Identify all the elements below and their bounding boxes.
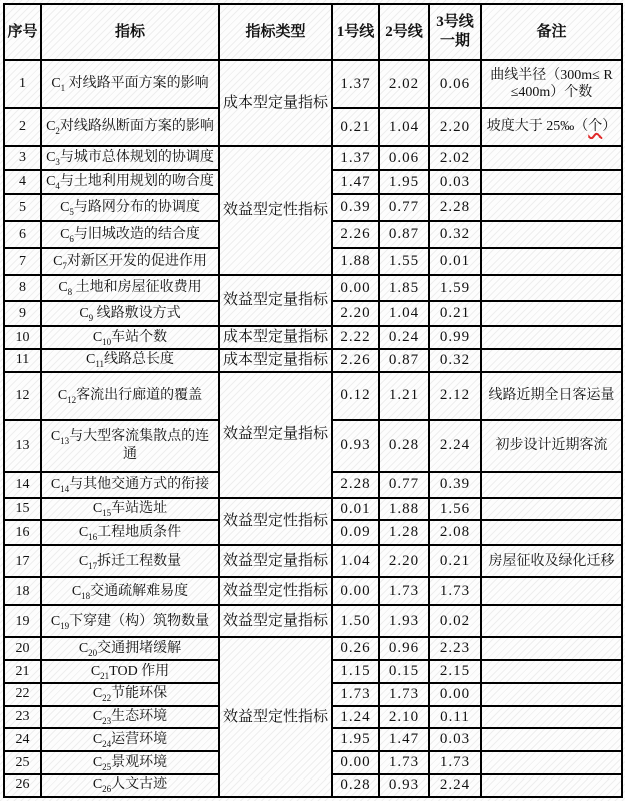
value-cell-line-3: 2.23	[429, 637, 481, 660]
value-cell-line-1: 2.26	[332, 349, 379, 372]
value-cell-line-1: 1.37	[332, 60, 379, 108]
value-cell-line-2: 2.10	[379, 706, 429, 729]
value-cell-line-2: 0.15	[379, 660, 429, 683]
indicator-table	[3, 3, 623, 798]
indicator-subscript: 5	[69, 206, 74, 217]
remark-cell	[481, 520, 622, 545]
value-cell-line-1: 0.00	[332, 275, 379, 301]
value-cell-line-3: 0.03	[429, 170, 481, 194]
value-cell-line-2: 1.95	[379, 170, 429, 194]
column-header-line2: 2号线	[379, 4, 429, 60]
value-cell-line-1: 0.21	[332, 108, 379, 146]
value-cell-line-3: 2.20	[429, 108, 481, 146]
value-cell-line-1: 2.26	[332, 221, 379, 248]
indicator-cell: $C_{20}$交通拥堵缓解	[41, 637, 219, 660]
value-cell-line-2: 1.21	[379, 372, 429, 420]
remark-cell: 初步设计近期客流	[481, 420, 622, 472]
row-number-cell: 4	[4, 170, 41, 194]
value-cell-line-2: 0.28	[379, 420, 429, 472]
indicator-subscript: 4	[55, 181, 60, 192]
indicator-subscript: 26	[102, 784, 112, 795]
remark-cell	[481, 728, 622, 751]
value-cell-line-2: 0.96	[379, 637, 429, 660]
indicator-cell: $C_{25}$景观环境	[41, 751, 219, 774]
indicator-type-cell: 成本型定量指标	[219, 60, 332, 146]
indicator-subscript: 23	[102, 715, 112, 726]
value-cell-line-2: 0.87	[379, 221, 429, 248]
column-header-line1: 1号线	[332, 4, 379, 60]
indicator-cell: $C_{22}$节能环保	[41, 683, 219, 706]
remark-cell: 坡度大于 25‰（个）	[481, 108, 622, 146]
value-cell-line-1: 1.88	[332, 248, 379, 275]
column-header-line3-phase1: 3号线一期	[429, 4, 481, 60]
indicator-subscript: 2	[55, 126, 60, 137]
remark-cell	[481, 146, 622, 170]
value-cell-line-1: 1.24	[332, 706, 379, 729]
value-cell-line-2: 1.28	[379, 520, 429, 545]
value-cell-line-1: 1.73	[332, 683, 379, 706]
row-number-cell: 20	[4, 637, 41, 660]
table-row	[4, 326, 622, 349]
indicator-subscript: 18	[81, 590, 91, 601]
value-cell-line-1: 2.22	[332, 326, 379, 349]
value-cell-line-2: 1.73	[379, 751, 429, 774]
indicator-type-cell: 成本型定量指标	[219, 349, 332, 372]
value-cell-line-3: 2.24	[429, 420, 481, 472]
remark-cell	[481, 472, 622, 498]
value-cell-line-3: 2.02	[429, 146, 481, 170]
value-cell-line-3: 0.99	[429, 326, 481, 349]
value-cell-line-3: 0.00	[429, 683, 481, 706]
value-cell-line-3: 0.01	[429, 248, 481, 275]
indicator-subscript: 24	[102, 738, 112, 749]
indicator-cell: $C_{21}TOD$ 作用	[41, 660, 219, 683]
value-cell-line-2: 1.88	[379, 498, 429, 521]
indicator-cell: $C_6$与旧城改造的结合度	[41, 221, 219, 248]
row-number-cell: 12	[4, 372, 41, 420]
value-cell-line-1: 1.15	[332, 660, 379, 683]
indicator-cell: $C_2$对线路纵断面方案的影响	[41, 108, 219, 146]
indicator-type-cell: 成本型定量指标	[219, 326, 332, 349]
remark-cell	[481, 605, 622, 637]
value-cell-line-1: 2.28	[332, 472, 379, 498]
value-cell-line-3: 0.06	[429, 60, 481, 108]
indicator-table-body	[4, 60, 622, 797]
indicator-subscript: 14	[60, 483, 70, 494]
row-number-cell: 1	[4, 60, 41, 108]
value-cell-line-2: 1.73	[379, 683, 429, 706]
indicator-cell: $C_{11}$线路总长度	[41, 349, 219, 372]
value-cell-line-3: 2.28	[429, 194, 481, 221]
value-cell-line-3: 2.12	[429, 372, 481, 420]
table-row	[4, 275, 622, 301]
remark-cell	[481, 221, 622, 248]
indicator-cell: $C_{15}$车站选址	[41, 498, 219, 521]
indicator-subscript: 10	[102, 336, 112, 347]
indicator-subscript: 20	[88, 647, 98, 658]
indicator-cell: $C_{18}$交通疏解难易度	[41, 577, 219, 605]
indicator-cell: $C_{17}$拆迁工程数量	[41, 545, 219, 577]
value-cell-line-3: 0.21	[429, 301, 481, 326]
remark-cell	[481, 194, 622, 221]
indicator-cell: $C_3$与城市总体规划的协调度	[41, 146, 219, 170]
remark-cell	[481, 751, 622, 774]
value-cell-line-3: 0.03	[429, 728, 481, 751]
indicator-cell: $C_4$与土地利用规划的吻合度	[41, 170, 219, 194]
column-header-serial-number: 序号	[4, 4, 41, 60]
column-header-remarks: 备注	[481, 4, 622, 60]
remark-cell	[481, 326, 622, 349]
spellcheck-squiggle: 个	[588, 119, 603, 135]
remark-cell: 曲线半径（300m≤ R ≤400m）个数	[481, 60, 622, 108]
value-cell-line-1: 0.39	[332, 194, 379, 221]
value-cell-line-2: 1.04	[379, 108, 429, 146]
value-cell-line-3: 0.21	[429, 545, 481, 577]
value-cell-line-2: 0.87	[379, 349, 429, 372]
table-row	[4, 605, 622, 637]
indicator-type-cell: 效益型定量指标	[219, 545, 332, 577]
row-number-cell: 3	[4, 146, 41, 170]
table-row	[4, 372, 622, 420]
indicator-cell: $C_5$与路网分布的协调度	[41, 194, 219, 221]
value-cell-line-3: 0.02	[429, 605, 481, 637]
value-cell-line-3: 1.59	[429, 275, 481, 301]
value-cell-line-1: 0.93	[332, 420, 379, 472]
indicator-subscript: 25	[102, 761, 112, 772]
row-number-cell: 14	[4, 472, 41, 498]
table-row	[4, 60, 622, 108]
value-cell-line-1: 0.00	[332, 751, 379, 774]
indicator-subscript: 16	[88, 531, 98, 542]
indicator-subscript: 3	[55, 157, 60, 168]
row-number-cell: 24	[4, 728, 41, 751]
row-number-cell: 10	[4, 326, 41, 349]
remark-cell	[481, 683, 622, 706]
remark-cell	[481, 637, 622, 660]
table-row	[4, 577, 622, 605]
value-cell-line-2: 1.47	[379, 728, 429, 751]
value-cell-line-1: 0.12	[332, 372, 379, 420]
indicator-cell: $C_{12}$客流出行廊道的覆盖	[41, 372, 219, 420]
value-cell-line-1: 1.37	[332, 146, 379, 170]
row-number-cell: 18	[4, 577, 41, 605]
remark-cell	[481, 660, 622, 683]
row-number-cell: 11	[4, 349, 41, 372]
row-number-cell: 17	[4, 545, 41, 577]
remark-cell	[481, 275, 622, 301]
value-cell-line-2: 1.73	[379, 577, 429, 605]
indicator-subscript: 19	[60, 620, 70, 631]
table-row	[4, 498, 622, 521]
value-cell-line-3: 0.11	[429, 706, 481, 729]
remark-cell	[481, 349, 622, 372]
indicator-cell: $C_7$对新区开发的促进作用	[41, 248, 219, 275]
value-cell-line-1: 0.00	[332, 577, 379, 605]
indicator-subscript: 9	[88, 312, 94, 323]
value-cell-line-1: 1.04	[332, 545, 379, 577]
value-cell-line-3: 0.32	[429, 349, 481, 372]
value-cell-line-3: 1.73	[429, 577, 481, 605]
row-number-cell: 25	[4, 751, 41, 774]
indicator-type-cell: 效益型定性指标	[219, 498, 332, 546]
value-cell-line-2: 1.85	[379, 275, 429, 301]
indicator-type-cell: 效益型定量指标	[219, 372, 332, 498]
row-number-cell: 7	[4, 248, 41, 275]
table-row	[4, 545, 622, 577]
indicator-subscript: 7	[62, 260, 67, 271]
value-cell-line-1: 2.20	[332, 301, 379, 326]
value-cell-line-1: 1.95	[332, 728, 379, 751]
remark-cell	[481, 248, 622, 275]
value-cell-line-2: 0.77	[379, 472, 429, 498]
value-cell-line-2: 1.93	[379, 605, 429, 637]
remark-cell	[481, 774, 622, 797]
indicator-subscript: 6	[69, 233, 74, 244]
value-cell-line-3: 1.56	[429, 498, 481, 521]
indicator-cell: $C_{16}$工程地质条件	[41, 520, 219, 545]
value-cell-line-2: 1.04	[379, 301, 429, 326]
value-cell-line-1: 1.47	[332, 170, 379, 194]
indicator-subscript: 11	[95, 359, 104, 370]
row-number-cell: 21	[4, 660, 41, 683]
indicator-cell: $C_8$ 土地和房屋征收费用	[41, 275, 219, 301]
table-row	[4, 349, 622, 372]
value-cell-line-2: 0.06	[379, 146, 429, 170]
indicator-cell: $C_{14}$与其他交通方式的衔接	[41, 472, 219, 498]
row-number-cell: 16	[4, 520, 41, 545]
value-cell-line-1: 0.26	[332, 637, 379, 660]
row-number-cell: 13	[4, 420, 41, 472]
indicator-subscript: 12	[67, 394, 77, 405]
remark-cell	[481, 706, 622, 729]
table-header-row	[4, 4, 622, 60]
table-row	[4, 637, 622, 660]
indicator-cell: $C_9$ 线路敷设方式	[41, 301, 219, 326]
value-cell-line-3: 2.08	[429, 520, 481, 545]
row-number-cell: 8	[4, 275, 41, 301]
indicator-subscript: 17	[88, 560, 98, 571]
row-number-cell: 19	[4, 605, 41, 637]
indicator-subscript: 13	[60, 435, 70, 446]
row-number-cell: 9	[4, 301, 41, 326]
value-cell-line-2: 0.77	[379, 194, 429, 221]
value-cell-line-3: 2.24	[429, 774, 481, 797]
remark-cell: 线路近期全日客运量	[481, 372, 622, 420]
indicator-type-cell: 效益型定性指标	[219, 146, 332, 275]
indicator-type-cell: 效益型定量指标	[219, 605, 332, 637]
value-cell-line-3: 0.39	[429, 472, 481, 498]
value-cell-line-2: 0.93	[379, 774, 429, 797]
remark-cell	[481, 301, 622, 326]
indicator-subscript: 22	[102, 693, 112, 704]
indicator-cell: $C_{10}$车站个数	[41, 326, 219, 349]
value-cell-line-2: 2.02	[379, 60, 429, 108]
column-header-indicator: 指标	[41, 4, 219, 60]
remark-cell: 房屋征收及绿化迁移	[481, 545, 622, 577]
indicator-subscript: 8	[67, 287, 73, 298]
row-number-cell: 23	[4, 706, 41, 729]
row-number-cell: 2	[4, 108, 41, 146]
indicator-subscript: 21	[100, 670, 110, 681]
indicator-type-cell: 效益型定量指标	[219, 275, 332, 326]
row-number-cell: 22	[4, 683, 41, 706]
indicator-cell: $C_{19}$下穿建（构）筑物数量	[41, 605, 219, 637]
remark-cell	[481, 498, 622, 521]
indicator-cell: $C_{23}$生态环境	[41, 706, 219, 729]
row-number-cell: 6	[4, 221, 41, 248]
value-cell-line-1: 1.50	[332, 605, 379, 637]
indicator-cell: $C_1$ 对线路平面方案的影响	[41, 60, 219, 108]
table-row	[4, 146, 622, 170]
value-cell-line-3: 0.32	[429, 221, 481, 248]
indicator-cell: $C_{13}$与大型客流集散点的连通	[41, 420, 219, 472]
value-cell-line-1: 0.28	[332, 774, 379, 797]
row-number-cell: 26	[4, 774, 41, 797]
row-number-cell: 5	[4, 194, 41, 221]
indicator-cell: $C_{24}$运营环境	[41, 728, 219, 751]
value-cell-line-2: 0.24	[379, 326, 429, 349]
indicator-cell: $C_{26}$人文古迹	[41, 774, 219, 797]
value-cell-line-2: 2.20	[379, 545, 429, 577]
value-cell-line-3: 2.15	[429, 660, 481, 683]
column-header-indicator-type: 指标类型	[219, 4, 332, 60]
value-cell-line-1: 0.09	[332, 520, 379, 545]
value-cell-line-1: 0.01	[332, 498, 379, 521]
remark-cell	[481, 577, 622, 605]
indicator-subscript: 1	[60, 83, 66, 94]
value-cell-line-3: 1.73	[429, 751, 481, 774]
remark-cell	[481, 170, 622, 194]
indicator-type-cell: 效益型定性指标	[219, 637, 332, 796]
value-cell-line-2: 1.55	[379, 248, 429, 275]
indicator-subscript: 15	[102, 507, 112, 518]
indicator-type-cell: 效益型定性指标	[219, 577, 332, 605]
row-number-cell: 15	[4, 498, 41, 521]
